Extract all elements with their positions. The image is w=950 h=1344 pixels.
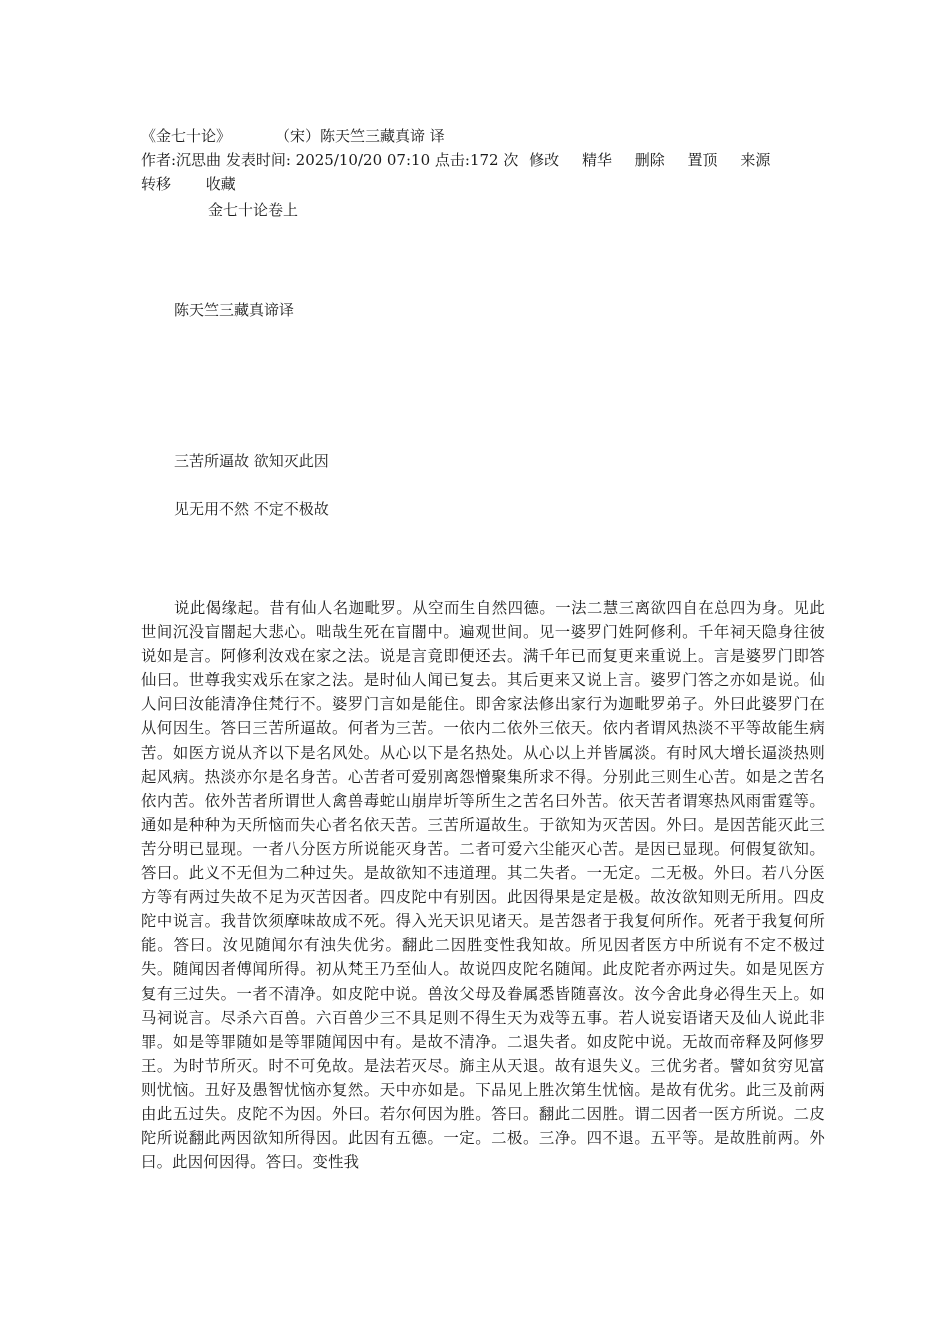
delete-link[interactable]: 删除 [634, 151, 665, 169]
favorite-link[interactable]: 收藏 [205, 175, 236, 193]
verse-line: 见无用不然 不定不极故 [174, 500, 329, 518]
post-actions-row [141, 172, 821, 196]
document-header [141, 124, 821, 148]
post-time: 发表时间: 2025/10/20 07:10 [225, 151, 431, 169]
highlight-link[interactable]: 精华 [581, 151, 612, 169]
work-title: 《金七十论》 [141, 127, 232, 145]
translator-line: 陈天竺三藏真谛译 [174, 301, 295, 319]
click-count: 点击:172 次 [434, 151, 519, 169]
translator-credit: （宋）陈天竺三藏真谛 译 [275, 127, 445, 145]
commentary-paragraph: 说此偈缘起。昔有仙人名迦毗罗。从空而生自然四德。一法二慧三离欲四自在总四为身。见此世间沉没盲闇起大悲心。咄哉生死在盲闇中。遍观世间。见一婆罗门姓阿修利。千年祠天隐身往彼说如是言。阿修利汝戏在家之法。说是言竟即便还去。满千年已而复更来重说上。言是婆罗门即答仙曰。世尊我实戏乐在家之法。是时仙人闻已复去。其后更来又说上言。婆罗门答之亦如是说。仙人问曰汝能清净住梵行不。婆罗门言如是能住。即舍家法修出家行为迦毗罗弟子。外曰此婆罗门在从何因生。答曰三苦所逼故。何者为三苦。一依内二依外三依天。依内者谓风热淡不平等故能生病苦。如医方说从齐以下是名风处。从心以下是名热处。从心以上并皆属淡。有时风大增长逼淡热则起风病。热淡亦尔是名身苦。心苦者可爱别离怨憎聚集所求不得。分别此三则生心苦。如是之苦名依内苦。依外苦者所谓世人禽兽毒蛇山崩岸圻等所生之苦名曰外苦。依天苦者谓寒热风雨雷霆等。通如是种种为天所恼而失心者名依天苦。三苦所逼故生。于欲知为灭苦因。外曰。是因苦能灭此三苦分明已显现。一者八分医方所说能灭身苦。二者可爱六尘能灭心苦。是因已显现。何假复欲知。答曰。此义不无但为二种过失。是故欲知不违道理。其二失者。一无定。二无极。外曰。若八分医方等有两过失故不足为灭苦因者。四皮陀中有别因。此因得果是定是极。故汝欲知则无所用。四皮陀中说言。我昔饮须摩味故成不死。得入光天识见诸天。是苦怨者于我复何所作。死者于我复何所能。答曰。汝见随闻尔有浊失优劣。翻此二因胜变性我知故。所见因者医方中所说有不定不极过失。随闻因者傅闻所得。初从梵王乃至仙人。故说四皮陀名随闻。此皮陀者亦两过失。如是见医方复有三过失。一者不清净。如皮陀中说。兽汝父母及眷属悉皆随喜汝。汝今舍此身必得生天上。如马祠说言。尽杀六百兽。六百兽少三不具足则不得生天为戏等五事。若人说妄语诸天及仙人说此非罪。如是等罪随如是等罪随闻因中有。是故不清净。二退失者。如皮陀中说。无故而帝释及阿修罗王。为时节所灭。时不可免故。是法若灭尽。旆主从天退。故有退失义。三优劣者。譬如贫穷见富则忧恼。丑好及愚智忧恼亦复然。天中亦如是。下品见上胜次第生忧恼。是故有优劣。此三及前两由此五过失。皮陀不为因。外曰。若尔何因为胜。答曰。翻此二因胜。谓二因者一医方所说。二皮陀所说翻此两因欲知所得因。此因有五德。一定。二极。三净。四不退。五平等。是故胜前两。外曰。此因何因得。答曰。变性我 [141, 599, 825, 1172]
edit-link[interactable]: 修改 [529, 151, 560, 169]
source-link[interactable]: 来源 [740, 151, 771, 169]
move-link[interactable]: 转移 [141, 175, 172, 193]
author-link[interactable]: 作者:沉思曲 [141, 151, 222, 169]
pin-link[interactable]: 置顶 [687, 151, 718, 169]
volume-title: 金七十论卷上 [208, 201, 299, 219]
verse-line: 三苦所逼故 欲知灭此因 [174, 452, 329, 470]
post-meta-row [141, 148, 821, 172]
